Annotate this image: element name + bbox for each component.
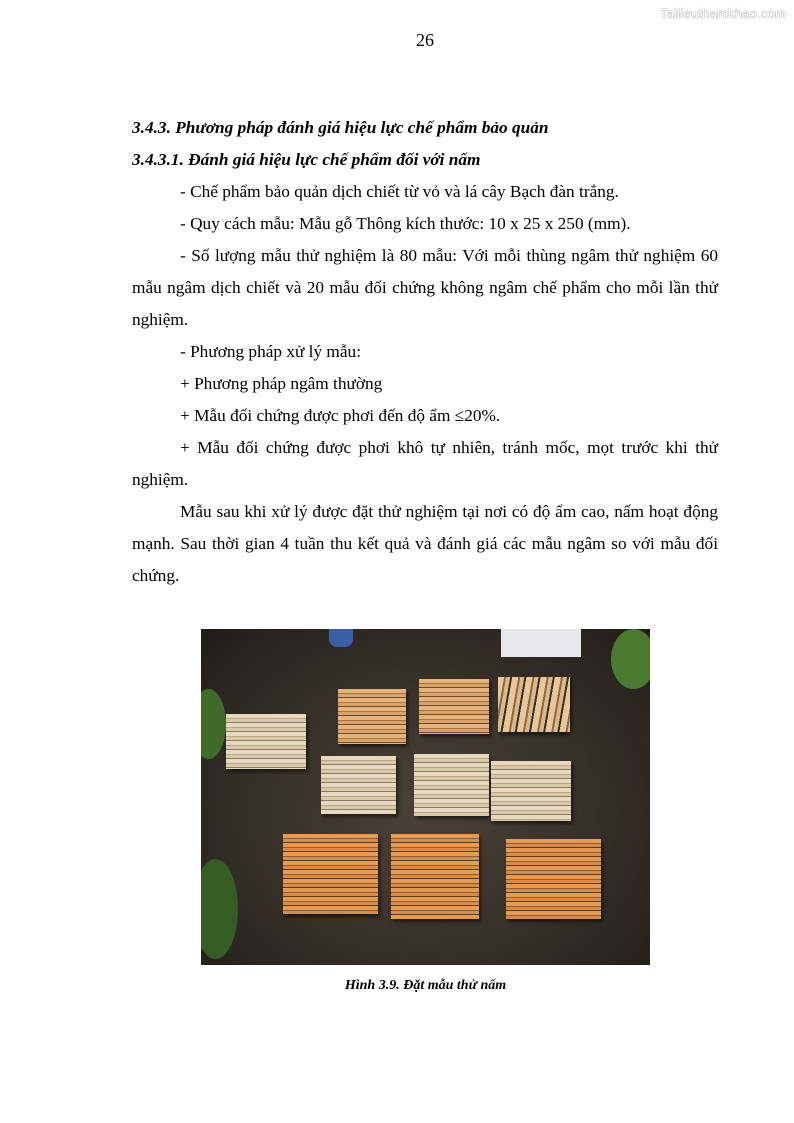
wood-stack xyxy=(226,714,306,769)
wood-stack xyxy=(321,756,396,814)
paragraph: + Phương pháp ngâm thường xyxy=(180,374,383,393)
paragraph: Mẫu sau khi xử lý được đặt thử nghiệm tại nơi có độ ẩm cao, nấm hoạt động mạnh. Sau thời gian 4 tuần thu kết quả và đánh giá các mẫu ngâm so với mẫu đối chứng. xyxy=(132,502,718,585)
wood-stack xyxy=(338,689,406,744)
wood-stack xyxy=(391,834,479,919)
wood-stack xyxy=(414,754,489,816)
paragraph: + Mẫu đối chứng được phơi đến độ ẩm ≤20%. xyxy=(180,406,501,425)
wood-stack xyxy=(491,761,571,821)
wood-stack xyxy=(283,834,378,914)
wood-stack xyxy=(498,677,570,732)
foliage xyxy=(201,859,238,959)
foliage xyxy=(201,689,226,759)
white-container xyxy=(501,629,581,657)
paragraph: + Mẫu đối chứng được phơi khô tự nhiên, tránh mốc, mọt trước khi thử nghiệm. xyxy=(132,438,718,489)
paragraph: - Phương pháp xử lý mẫu: xyxy=(180,342,361,361)
document-body xyxy=(132,112,718,592)
paragraph: - Số lượng mẫu thử nghiệm là 80 mẫu: Với mỗi thùng ngâm thử nghiệm 60 mẫu ngâm dịch chiết và 20 mẫu đối chứng không ngâm chế phẩm cho mỗi lần thử nghiệm. xyxy=(132,246,718,329)
paragraph: - Chế phẩm bảo quản dịch chiết từ vỏ và lá cây Bạch đàn trắng. xyxy=(180,182,619,201)
sandal xyxy=(329,629,353,647)
foliage xyxy=(611,629,650,689)
page-number: 26 xyxy=(416,30,434,50)
figure-photo-wood-samples xyxy=(201,629,650,965)
figure-caption: Hình 3.9. Đặt mẫu thử nấm xyxy=(344,978,507,993)
paragraph: - Quy cách mẫu: Mẫu gỗ Thông kích thước: 10 x 25 x 250 (mm). xyxy=(180,214,631,233)
watermark: Tailieuthamkhao.com xyxy=(660,6,786,21)
wood-stack xyxy=(506,839,601,919)
section-heading: 3.4.3. Phương pháp đánh giá hiệu lực chế phẩm bảo quản xyxy=(132,118,549,137)
wood-stack xyxy=(419,679,489,734)
subsection-heading: 3.4.3.1. Đánh giá hiệu lực chế phẩm đối với nấm xyxy=(132,150,481,169)
